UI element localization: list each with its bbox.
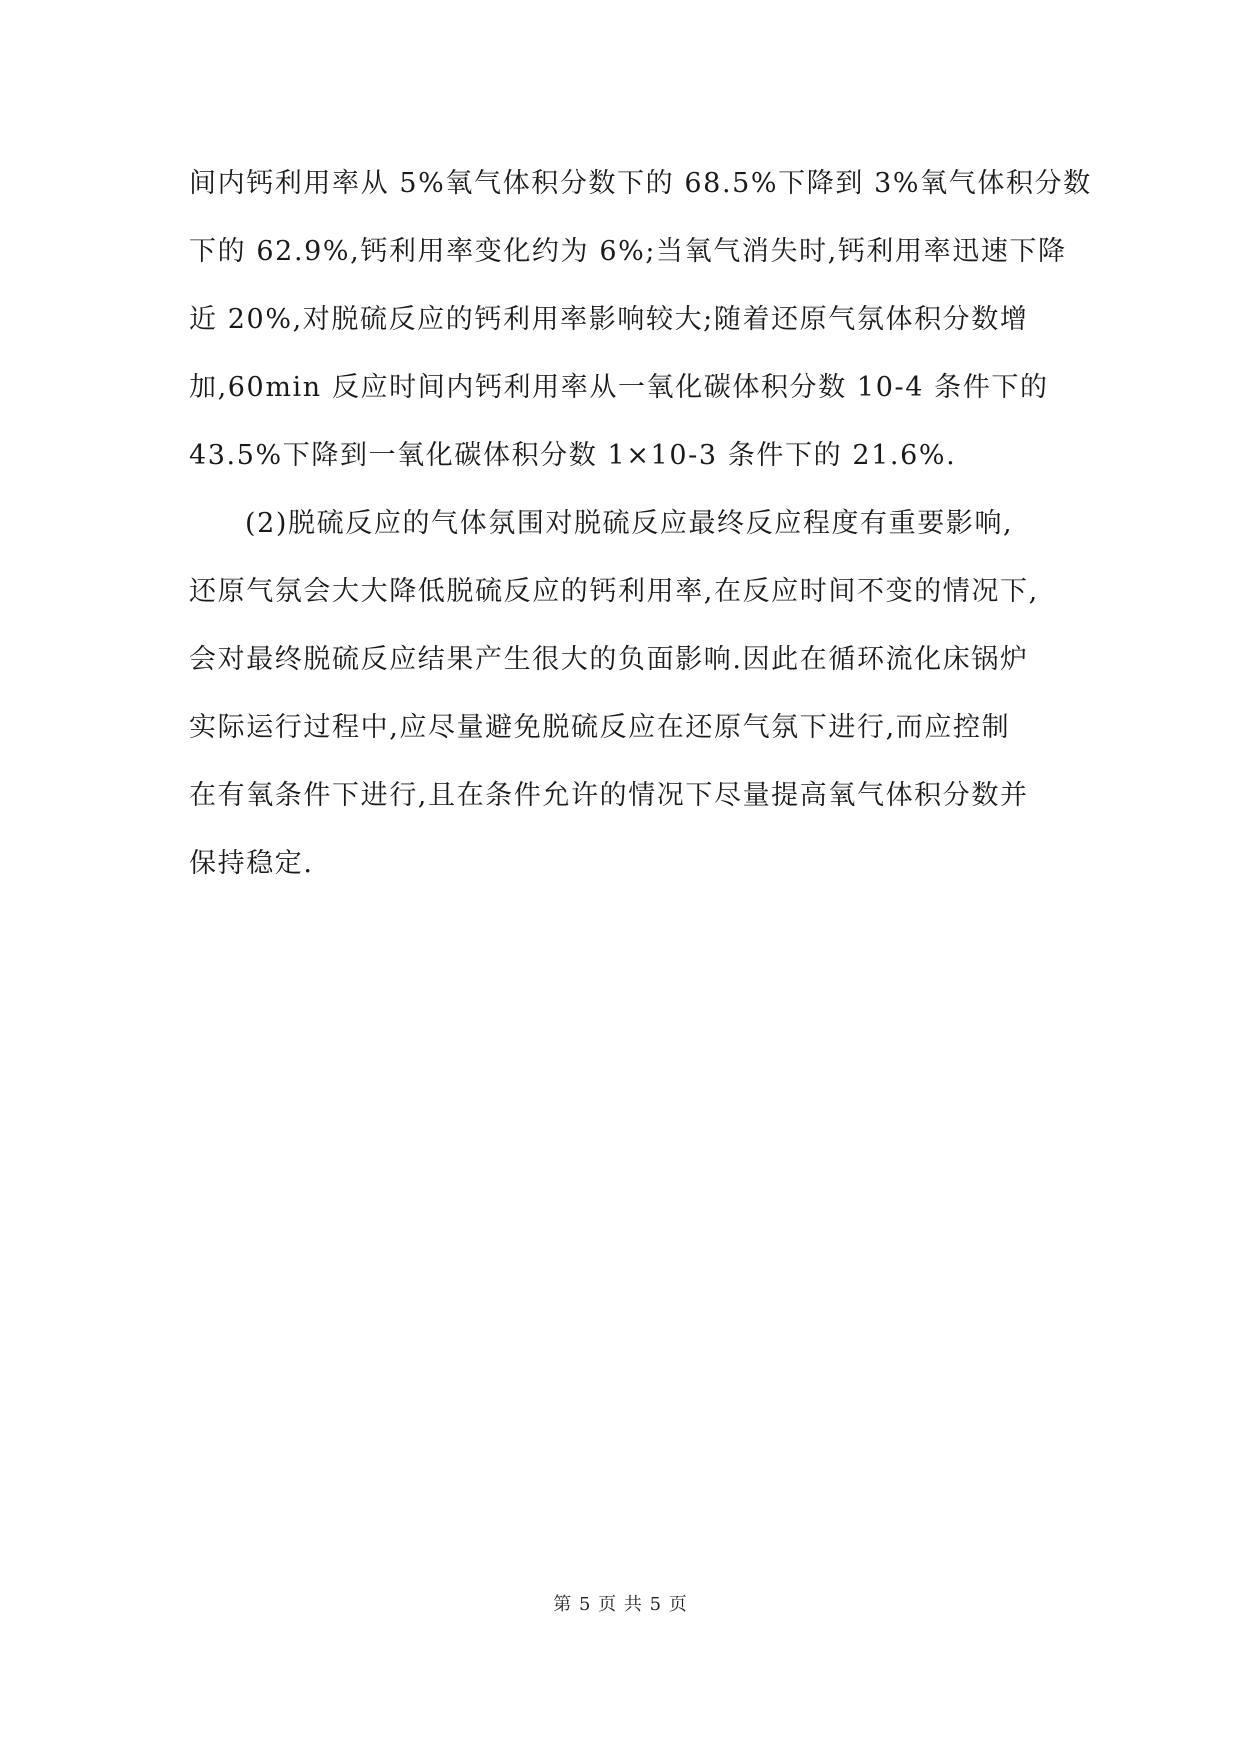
text-line: 下的 62.9%,钙利用率变化约为 6%;当氧气消失时,钙利用率迅速下降 [189, 236, 1067, 267]
text-line: 近 20%,对脱硫反应的钙利用率影响较大;随着还原气氛体积分数增 [189, 304, 1029, 335]
text-line: 实际运行过程中,应尽量避免脱硫反应在还原气氛下进行,而应控制 [189, 712, 1011, 743]
text-line: 加,60min 反应时间内钙利用率从一氧化碳体积分数 10-4 条件下的 [189, 372, 1049, 403]
page-footer: 第 5 页 共 5 页 [553, 1594, 688, 1615]
text-line: 会对最终脱硫反应结果产生很大的负面影响.因此在循环流化床锅炉 [189, 644, 1029, 675]
text-line: (2)脱硫反应的气体氛围对脱硫反应最终反应程度有重要影响, [245, 508, 1014, 539]
text-line: 在有氧条件下进行,且在条件允许的情况下尽量提高氧气体积分数并 [189, 780, 1029, 811]
text-line: 保持稳定. [189, 848, 314, 879]
text-line: 43.5%下降到一氧化碳体积分数 1×10-3 条件下的 21.6%. [189, 440, 957, 471]
text-line: 还原气氛会大大降低脱硫反应的钙利用率,在反应时间不变的情况下, [189, 576, 1039, 607]
text-line: 间内钙利用率从 5%氧气体积分数下的 68.5%下降到 3%氧气体积分数 [189, 168, 1092, 199]
body-text [189, 160, 1092, 908]
